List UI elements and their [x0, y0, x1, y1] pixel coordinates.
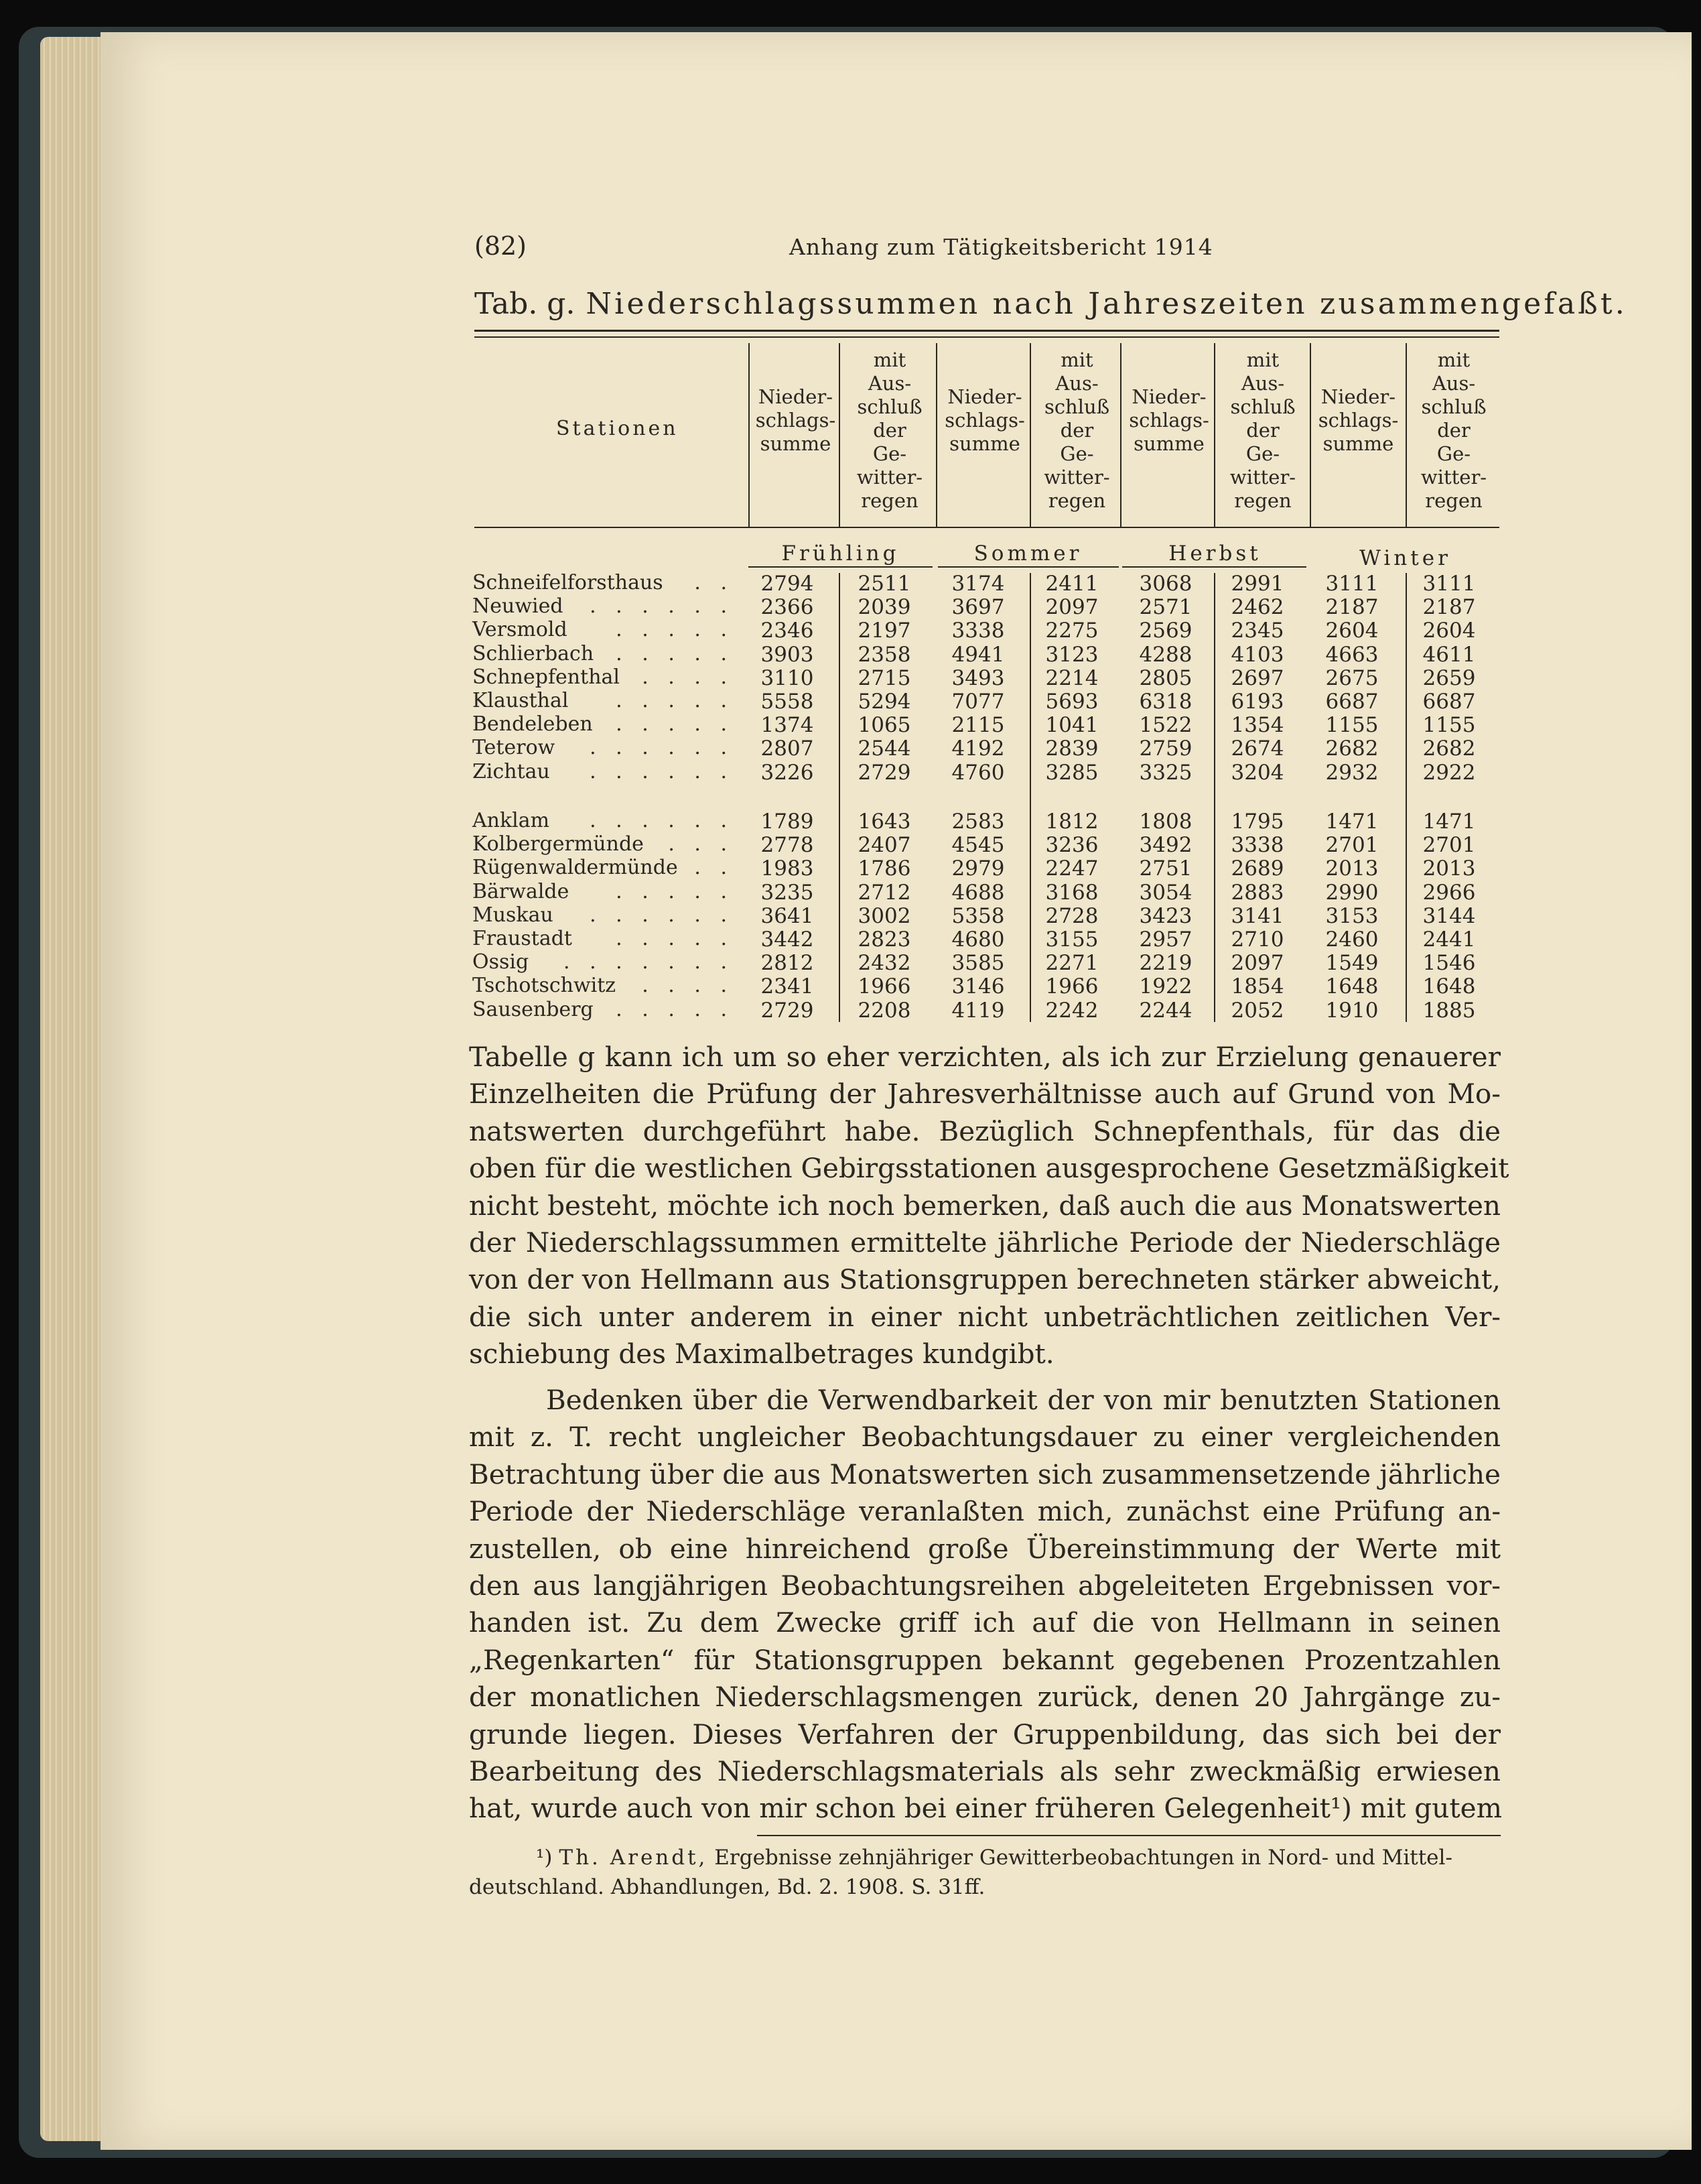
table-cell: 2511: [858, 572, 911, 596]
table-cell: 2812: [760, 951, 814, 976]
table-cell: 5294: [858, 690, 911, 714]
table-row: [472, 974, 1504, 998]
table-row: [472, 642, 1504, 666]
table-cell: 1789: [760, 810, 814, 834]
table-cell: 2441: [1422, 927, 1476, 952]
leader-dots: . . . . .: [616, 641, 734, 665]
station-name: Schneifelforsthaus: [472, 571, 663, 594]
leader-dots: . . . . . . .: [563, 950, 734, 974]
table-cell: 1648: [1422, 974, 1476, 999]
station-name: Fraustadt: [472, 927, 572, 950]
table-cell: 2187: [1325, 595, 1379, 620]
table-row: [472, 689, 1504, 713]
table-cell: 2729: [760, 998, 814, 1023]
table-cell: 2208: [858, 998, 911, 1023]
table-row: [472, 903, 1504, 927]
text-line: mit z. T. recht ungleicher Beobachtungsdauer zu einer vergleichenden: [469, 1421, 1501, 1454]
table-cell: 3585: [951, 951, 1005, 976]
table-cell: 2729: [858, 760, 911, 785]
table-cell: 1795: [1231, 810, 1284, 834]
text-line: die sich unter anderem in einer nicht unbeträchtlichen zeitlichen Ver-: [469, 1300, 1501, 1333]
table-cell: 1471: [1325, 810, 1379, 834]
table-row: [472, 856, 1504, 880]
table-cell: 2728: [1045, 903, 1099, 928]
station-name: Kolbergermünde: [472, 832, 644, 856]
season-3: Winter: [1359, 546, 1451, 570]
leader-dots: . . . .: [642, 665, 734, 689]
table-cell: 3338: [951, 619, 1005, 643]
paragraph-2: [469, 1382, 1501, 1827]
table-cell: 2013: [1325, 856, 1379, 881]
table-cell: 4663: [1325, 642, 1379, 667]
table-cell: 2271: [1045, 951, 1099, 976]
table-cell: 2244: [1139, 998, 1193, 1023]
table-cell: 2701: [1422, 833, 1476, 858]
text-line: Einzelheiten die Prüfung der Jahresverhältnisse auch auf Grund von Mo-: [469, 1078, 1501, 1110]
station-name: Klausthal: [472, 689, 569, 712]
header-ohne-gewitterregen: mit Aus- schluß der Ge- witter- regen: [1044, 348, 1110, 512]
table-row: [472, 880, 1504, 904]
leader-dots: . . . . . .: [590, 736, 734, 760]
running-title: Anhang zum Tätigkeitsbericht 1914: [789, 234, 1213, 260]
table-cell: 2712: [858, 880, 911, 905]
table-cell: 2275: [1045, 619, 1099, 643]
table-cell: 2689: [1231, 856, 1284, 881]
table-cell: 3493: [951, 665, 1005, 690]
footnote-author: Th. Arendt,: [559, 1846, 708, 1870]
table-cell: 3153: [1325, 903, 1379, 928]
season-rule: [748, 566, 933, 568]
station-name: Versmold: [472, 618, 567, 642]
header-niederschlagssumme: Nieder- schlags- summe: [1318, 385, 1399, 455]
table-cell: 2247: [1045, 856, 1099, 881]
station-name: Zichtau: [472, 759, 550, 783]
table-cell: 2991: [1231, 572, 1284, 596]
table-cell: 4545: [951, 833, 1005, 858]
table-cell: 4941: [951, 642, 1005, 667]
season-0: Frühling: [781, 541, 900, 566]
text-line: natswerten durchgeführt habe. Bezüglich Schnepfenthals, für das die: [469, 1114, 1501, 1147]
table-cell: 1966: [1045, 974, 1099, 999]
table-row: [472, 760, 1504, 784]
table-cell: 3697: [951, 595, 1005, 620]
table-cell: 6687: [1422, 690, 1476, 714]
table-cell: 1983: [760, 856, 814, 881]
table-cell: 2979: [951, 856, 1005, 881]
text-line: nicht besteht, möchte ich noch bemerken, daß auch die aus Monatswerten: [469, 1189, 1501, 1222]
table-cell: 2219: [1139, 951, 1193, 976]
station-name: Anklam: [472, 809, 550, 832]
table-cell: 1155: [1325, 713, 1379, 738]
station-name: Schnepfenthal: [472, 665, 620, 689]
table-title: [474, 287, 1627, 321]
table-cell: 1786: [858, 856, 911, 881]
table-cell: 2604: [1422, 619, 1476, 643]
table-row: [472, 571, 1504, 595]
table-cell: 2583: [951, 810, 1005, 834]
table-cell: 2432: [858, 951, 911, 976]
table-cell: 2682: [1422, 736, 1476, 761]
table-cell: 3146: [951, 974, 1005, 999]
footnote: [536, 1843, 1501, 1872]
table-cell: 2957: [1139, 927, 1193, 952]
station-name: Bärwalde: [472, 879, 569, 903]
leader-dots: . . . . . .: [590, 594, 734, 619]
table-cell: 4192: [951, 736, 1005, 761]
text-line: oben für die westlichen Gebirgsstationen ausgesprochene Gesetzmäßigkeit: [469, 1152, 1509, 1185]
table-row: [472, 809, 1504, 833]
header-ohne-gewitterregen: mit Aus- schluß der Ge- witter- regen: [1229, 348, 1296, 512]
table-cell: 6687: [1325, 690, 1379, 714]
table-cell: 4119: [951, 998, 1005, 1023]
table-cell: 1910: [1325, 998, 1379, 1023]
table-cell: 1065: [858, 713, 911, 738]
leader-dots: . . . . .: [616, 689, 734, 712]
footnote-line-2: deutschland. Abhandlungen, Bd. 2. 1908. S. 31ff.: [469, 1875, 985, 1899]
leader-dots: . . .: [668, 832, 734, 856]
table-cell: 1808: [1139, 810, 1193, 834]
table-cell: 2697: [1231, 665, 1284, 690]
table-cell: 2197: [858, 619, 911, 643]
leader-dots: . . . .: [642, 974, 734, 998]
table-top-rule-1: [474, 330, 1499, 332]
table-cell: 2883: [1231, 880, 1284, 905]
table-cell: 2682: [1325, 736, 1379, 761]
text-line: hat, wurde auch von mir schon bei einer früheren Gelegenheit¹) mit gutem: [469, 1792, 1502, 1825]
table-cell: 2460: [1325, 927, 1379, 952]
header-ohne-gewitterregen: mit Aus- schluß der Ge- witter- regen: [1420, 348, 1487, 512]
table-cell: 2715: [858, 665, 911, 690]
table-cell: 4103: [1231, 642, 1284, 667]
text-line: Betrachtung über die aus Monatswerten sich zusammensetzende jährliche: [469, 1458, 1501, 1490]
station-name: Bendeleben: [472, 712, 593, 736]
leader-dots: . . . . .: [616, 712, 734, 736]
table-title-text: Niederschlagssummen nach Jahreszeiten zusammengefaßt.: [586, 287, 1627, 321]
text-line: Tabelle g kann ich um so eher verzichten, als ich zur Erzielung genauerer: [469, 1041, 1501, 1073]
table-row: [472, 927, 1504, 951]
table-cell: 2097: [1231, 951, 1284, 976]
text-line: zustellen, ob eine hinreichend große Übereinstimmung der Werte mit: [469, 1532, 1501, 1565]
table-cell: 2214: [1045, 665, 1099, 690]
season-2: Herbst: [1168, 541, 1262, 566]
footnote-marker: ¹): [536, 1846, 553, 1870]
table-cell: 4760: [951, 760, 1005, 785]
table-cell: 2407: [858, 833, 911, 858]
table-cell: 2462: [1231, 595, 1284, 620]
table-cell: 2013: [1422, 856, 1476, 881]
table-cell: 1546: [1422, 951, 1476, 976]
leader-dots: . . . . .: [616, 997, 734, 1021]
table-cell: 2751: [1139, 856, 1193, 881]
table-cell: 2839: [1045, 736, 1099, 761]
table-cell: 1643: [858, 810, 911, 834]
station-name: Muskau: [472, 903, 553, 927]
table-cell: 3442: [760, 927, 814, 952]
station-name: Ossig: [472, 950, 529, 974]
table-cell: 2569: [1139, 619, 1193, 643]
table-cell: 3226: [760, 760, 814, 785]
table-cell: 4611: [1422, 642, 1476, 667]
table-cell: 3338: [1231, 833, 1284, 858]
season-rule: [938, 566, 1119, 568]
leader-dots: . . . . . .: [590, 903, 734, 927]
paragraph-1: [469, 1039, 1509, 1373]
table-cell: 3123: [1045, 642, 1099, 667]
leader-dots: . . . . .: [616, 879, 734, 903]
table-cell: 3204: [1231, 760, 1284, 785]
table-cell: 2701: [1325, 833, 1379, 858]
table-cell: 2778: [760, 833, 814, 858]
table-cell: 5558: [760, 690, 814, 714]
table-cell: 1922: [1139, 974, 1193, 999]
text-line: Bearbeitung des Niederschlagsmaterials als sehr zweckmäßig erwiesen: [469, 1755, 1501, 1788]
table-cell: 3068: [1139, 572, 1193, 596]
text-line: Periode der Niederschläge veranlaßten mich, zunächst eine Prüfung an-: [469, 1495, 1501, 1528]
table-cell: 2052: [1231, 998, 1284, 1023]
table-row: [472, 665, 1504, 690]
season-1: Sommer: [973, 541, 1083, 566]
footnote-cont: [469, 1872, 1501, 1902]
table-header-rule: [474, 527, 1499, 528]
table-cell: 2346: [760, 619, 814, 643]
text-line: grunde liegen. Dieses Verfahren der Gruppenbildung, das sich bei der: [469, 1718, 1501, 1750]
table-cell: 3492: [1139, 833, 1193, 858]
leader-dots: . .: [694, 856, 734, 880]
table-row: [472, 618, 1504, 642]
text-line: von der von Hellmann aus Stationsgruppen berechneten stärker abweicht,: [469, 1263, 1501, 1296]
table-cell: 3155: [1045, 927, 1099, 952]
table-cell: 2411: [1045, 572, 1099, 596]
table-cell: 2674: [1231, 736, 1284, 761]
table-cell: 1812: [1045, 810, 1099, 834]
table-cell: 2966: [1422, 880, 1476, 905]
table-cell: 3144: [1422, 903, 1476, 928]
table-top-rule-2: [474, 336, 1499, 338]
table-cell: 2710: [1231, 927, 1284, 952]
station-name: Sausenberg: [472, 997, 594, 1021]
station-name: Schlierbach: [472, 641, 594, 665]
header-niederschlagssumme: Nieder- schlags- summe: [945, 385, 1025, 455]
leader-dots: . . . . . .: [590, 759, 734, 783]
table-cell: 4688: [951, 880, 1005, 905]
table-cell: 2675: [1325, 665, 1379, 690]
station-name: Neuwied: [472, 594, 563, 619]
table-cell: 3236: [1045, 833, 1099, 858]
table-cell: 7077: [951, 690, 1005, 714]
table-cell: 1471: [1422, 810, 1476, 834]
table-cell: 3423: [1139, 903, 1193, 928]
table-cell: 3054: [1139, 880, 1193, 905]
table-cell: 2366: [760, 595, 814, 620]
leader-dots: . . . . . .: [590, 809, 734, 832]
leader-dots: . . . . .: [616, 618, 734, 642]
table-cell: 2039: [858, 595, 911, 620]
table-cell: 1885: [1422, 998, 1476, 1023]
page-number: (82): [474, 231, 527, 261]
table-cell: 2794: [760, 572, 814, 596]
header-niederschlagssumme: Nieder- schlags- summe: [1129, 385, 1209, 455]
text-line: den aus langjährigen Beobachtungsreihen abgeleiteten Ergebnissen vor-: [469, 1569, 1501, 1602]
table-row: [472, 832, 1504, 856]
table-cell: 2341: [760, 974, 814, 999]
table-cell: 5358: [951, 903, 1005, 928]
table-cell: 3174: [951, 572, 1005, 596]
table-row: [472, 736, 1504, 760]
footnote-rule: [757, 1835, 1501, 1836]
table-cell: 1648: [1325, 974, 1379, 999]
table-label: Tab. g.: [474, 287, 575, 321]
table-cell: 2345: [1231, 619, 1284, 643]
table-cell: 5693: [1045, 690, 1099, 714]
table-cell: 2932: [1325, 760, 1379, 785]
table-cell: 1522: [1139, 713, 1193, 738]
table-cell: 6193: [1231, 690, 1284, 714]
text-line: handen ist. Zu dem Zwecke griff ich auf die von Hellmann in seinen: [469, 1606, 1501, 1639]
station-name: Tschotschwitz: [472, 974, 616, 998]
table-cell: 3641: [760, 903, 814, 928]
table-cell: 1155: [1422, 713, 1476, 738]
table-cell: 2242: [1045, 998, 1099, 1023]
table-cell: 2805: [1139, 665, 1193, 690]
text-line: der monatlichen Niederschlagsmengen zurück, denen 20 Jahrgänge zu-: [469, 1681, 1501, 1714]
station-name: Rügenwaldermünde: [472, 856, 678, 880]
table-cell: 1966: [858, 974, 911, 999]
season-rule: [1122, 566, 1306, 568]
table-cell: 2823: [858, 927, 911, 952]
table-cell: 2990: [1325, 880, 1379, 905]
table-cell: 3111: [1325, 572, 1379, 596]
stations-header: Stationen: [556, 417, 679, 440]
table-cell: 2922: [1422, 760, 1476, 785]
table-cell: 1354: [1231, 713, 1284, 738]
table-cell: 1374: [760, 713, 814, 738]
table-cell: 1549: [1325, 951, 1379, 976]
table-cell: 6318: [1139, 690, 1193, 714]
leader-dots: . .: [694, 571, 734, 594]
table-cell: 3325: [1139, 760, 1193, 785]
leader-dots: . . . . .: [616, 927, 734, 950]
text-line: Bedenken über die Verwendbarkeit der von mir benutzten Stationen: [546, 1384, 1501, 1416]
table-cell: 3111: [1422, 572, 1476, 596]
table-cell: 2759: [1139, 736, 1193, 761]
table-cell: 4288: [1139, 642, 1193, 667]
table-cell: 2544: [858, 736, 911, 761]
column-divider: [748, 343, 750, 527]
text-line: der Niederschlagssummen ermittelte jährliche Periode der Niederschläge: [469, 1226, 1501, 1259]
table-cell: 4680: [951, 927, 1005, 952]
table-cell: 3235: [760, 880, 814, 905]
table-cell: 3141: [1231, 903, 1284, 928]
table-cell: 2807: [760, 736, 814, 761]
table-cell: 3168: [1045, 880, 1099, 905]
table-cell: 2187: [1422, 595, 1476, 620]
footnote-line-1: Ergebnisse zehnjähriger Gewitterbeobachtungen in Nord- und Mittel-: [714, 1846, 1452, 1870]
table-cell: 3903: [760, 642, 814, 667]
table-row: [472, 950, 1504, 974]
table-cell: 3110: [760, 665, 814, 690]
table-cell: 2097: [1045, 595, 1099, 620]
table-cell: 2358: [858, 642, 911, 667]
table-cell: 1854: [1231, 974, 1284, 999]
header-niederschlagssumme: Nieder- schlags- summe: [755, 385, 836, 455]
station-name: Teterow: [472, 736, 555, 760]
table-cell: 2115: [951, 713, 1005, 738]
header-ohne-gewitterregen: mit Aus- schluß der Ge- witter- regen: [856, 348, 923, 512]
table-cell: 2659: [1422, 665, 1476, 690]
table-row: [472, 712, 1504, 736]
page-header: [474, 231, 1499, 265]
table-cell: 2604: [1325, 619, 1379, 643]
table-cell: 3002: [858, 903, 911, 928]
table-cell: 1041: [1045, 713, 1099, 738]
table-row: [472, 998, 1504, 1022]
text-line: „Regenkarten“ für Stationsgruppen bekannt gegebenen Prozentzahlen: [469, 1643, 1501, 1676]
text-line: schiebung des Maximalbetrages kundgibt.: [469, 1338, 1054, 1370]
table-row: [472, 594, 1504, 619]
table-cell: 2571: [1139, 595, 1193, 620]
table-cell: 3285: [1045, 760, 1099, 785]
